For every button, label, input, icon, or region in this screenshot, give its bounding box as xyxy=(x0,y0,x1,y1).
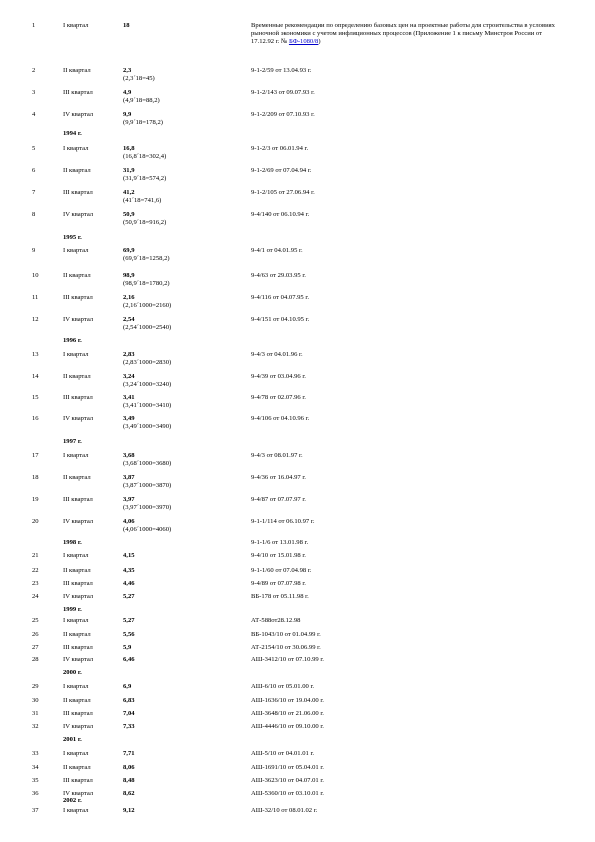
quarter-label: II квартал xyxy=(63,67,91,74)
coefficient-cell xyxy=(123,351,171,367)
coefficient-calculation: (31,9´18=574,2) xyxy=(123,175,167,182)
row-number: 30 xyxy=(32,697,39,704)
quarter-label: I квартал xyxy=(63,452,89,459)
coefficient-value: 7,33 xyxy=(123,723,135,730)
document-link[interactable]: БФ-1080/8 xyxy=(288,38,319,45)
coefficient-value: 3,49 xyxy=(123,415,135,422)
coefficient-value: 3,97 xyxy=(123,496,135,503)
coefficient-cell xyxy=(123,316,171,332)
letter-reference: 9-4/36 от 16.04.97 г. xyxy=(251,474,306,481)
letter-reference: 9-4/87 от 07.07.97 г. xyxy=(251,496,306,503)
letter-reference: 9-4/151 от 04.10.95 г. xyxy=(251,316,310,323)
row-number: 17 xyxy=(32,452,39,459)
quarter-label: I квартал xyxy=(63,750,89,757)
letter-reference: 9-1-1/6 от 13.01.98 г. xyxy=(251,539,309,546)
coefficient-value: 2,16 xyxy=(123,294,135,301)
coefficient-value: 31,9 xyxy=(123,167,135,174)
coefficient-cell xyxy=(123,452,171,468)
row-number: 20 xyxy=(32,518,39,525)
coefficient-calculation: (2,3´18=45) xyxy=(123,75,155,82)
coefficient-calculation: (3,87´1000=3870) xyxy=(123,482,172,489)
coefficient-value: 8,06 xyxy=(123,764,135,771)
quarter-label: IV квартал xyxy=(63,656,94,663)
quarter-label: I квартал xyxy=(63,351,89,358)
quarter-label: IV квартал xyxy=(63,211,94,218)
year-heading: 1996 г. xyxy=(63,337,82,344)
row-number: 2 xyxy=(32,67,36,74)
coefficient-value: 4,35 xyxy=(123,567,135,574)
coefficient-value: 2,54 xyxy=(123,316,135,323)
coefficient-cell xyxy=(123,656,135,664)
row-number: 29 xyxy=(32,683,39,690)
coefficient-cell xyxy=(123,697,135,705)
row-number: 10 xyxy=(32,272,39,279)
quarter-label: IV квартал xyxy=(63,316,94,323)
coefficient-value: 50,9 xyxy=(123,211,135,218)
letter-reference: 9-4/140 от 06.10.94 г. xyxy=(251,211,310,218)
coefficient-calculation: (4,9´18=88,2) xyxy=(123,97,160,104)
letter-reference: 9-4/3 от 04.01.96 г. xyxy=(251,351,303,358)
coefficient-cell xyxy=(123,167,166,183)
coefficient-calculation: (16,8´18=302,4) xyxy=(123,153,167,160)
letter-reference: ВБ-1043/10 от 01.04.99 г. xyxy=(251,631,321,638)
coefficient-calculation: (3,41´1000=3410) xyxy=(123,402,172,409)
coefficient-value: 5,27 xyxy=(123,593,135,600)
row-number: 26 xyxy=(32,631,39,638)
coefficient-cell xyxy=(123,415,171,431)
row-number: 5 xyxy=(32,145,36,152)
letter-reference: АШ-6/10 от 05.01.00 г. xyxy=(251,683,315,690)
coefficient-value: 4,9 xyxy=(123,89,132,96)
quarter-label: I квартал xyxy=(63,807,89,814)
coefficient-cell xyxy=(123,89,160,105)
coefficient-value: 6,9 xyxy=(123,683,132,690)
letter-reference: АШ-3648/10 от 21.06.00 г. xyxy=(251,710,324,717)
row-number: 11 xyxy=(32,294,39,301)
coefficient-value: 98,9 xyxy=(123,272,135,279)
quarter-label: II квартал xyxy=(63,697,91,704)
coefficient-value: 2,83 xyxy=(123,351,135,358)
coefficient-value: 4,46 xyxy=(123,580,135,587)
coefficient-cell xyxy=(123,189,161,205)
quarter-label: II квартал xyxy=(63,764,91,771)
coefficient-calculation: (2,16´1000=2160) xyxy=(123,302,172,309)
coefficient-cell xyxy=(123,111,163,127)
coefficient-cell xyxy=(123,764,135,772)
coefficient-cell xyxy=(123,496,171,512)
letter-reference: АШ-5/10 от 04.01.01 г. xyxy=(251,750,315,757)
quarter-label: II квартал xyxy=(63,474,91,481)
coefficient-value: 3,87 xyxy=(123,474,135,481)
row-number: 13 xyxy=(32,351,39,358)
letter-reference: АТ-2154/10 от 30.06.99 г. xyxy=(251,644,321,651)
intro-reference-tail: ) xyxy=(318,38,321,45)
coefficient-calculation: (3,68´1000=3680) xyxy=(123,460,172,467)
year-heading: 1995 г. xyxy=(63,234,82,241)
coefficient-value: 9,9 xyxy=(123,111,132,118)
row-number: 21 xyxy=(32,552,39,559)
letter-reference: 9-4/10 от 15.01.98 г. xyxy=(251,552,306,559)
row-number: 9 xyxy=(32,247,36,254)
coefficient-cell xyxy=(123,211,166,227)
quarter-label: III квартал xyxy=(63,294,93,301)
letter-reference: 9-4/63 от 29.03.95 г. xyxy=(251,272,306,279)
coefficient-cell xyxy=(123,617,135,625)
row-number: 1 xyxy=(32,22,36,29)
letter-reference: АШ-5360/10 от 03.10.01 г. xyxy=(251,790,324,797)
row-number: 3 xyxy=(32,89,36,96)
letter-reference: ВБ-178 от 05.11.98 г. xyxy=(251,593,309,600)
quarter-label: IV квартал xyxy=(63,723,94,730)
coefficient-calculation: (3,24´1000=3240) xyxy=(123,381,172,388)
year-heading: 1994 г. xyxy=(63,130,82,137)
coefficient-calculation: (2,83´1000=2830) xyxy=(123,359,172,366)
letter-reference: 9-4/116 от 04.07.95 г. xyxy=(251,294,309,301)
quarter-label: I квартал xyxy=(63,683,89,690)
coefficient-cell xyxy=(123,790,135,798)
letter-reference: АТ-588от28.12.98 xyxy=(251,617,301,624)
coefficient-calculation: (50,9´18=916,2) xyxy=(123,219,167,226)
coefficient-cell xyxy=(123,593,135,601)
coefficient-value: 6,46 xyxy=(123,656,135,663)
coefficient-value: 5,56 xyxy=(123,631,135,638)
coefficient-value: 8,62 xyxy=(123,790,135,797)
row-number: 37 xyxy=(32,807,39,814)
row-number: 6 xyxy=(32,167,36,174)
letter-reference: 9-1-1/114 от 06.10.97 г. xyxy=(251,518,315,525)
letter-reference: 9-1-2/143 от 09.07.93 г. xyxy=(251,89,315,96)
letter-reference: 9-4/78 от 02.07.96 г. xyxy=(251,394,306,401)
coefficient-cell xyxy=(123,294,171,310)
quarter-label: I квартал xyxy=(63,22,89,29)
coefficient-cell xyxy=(123,807,135,815)
row-number: 28 xyxy=(32,656,39,663)
row-number: 22 xyxy=(32,567,39,574)
coefficient-cell xyxy=(123,272,170,288)
row-number: 36 xyxy=(32,790,39,797)
quarter-label: IV квартал xyxy=(63,790,94,797)
coefficient-cell xyxy=(123,580,135,588)
row-number: 33 xyxy=(32,750,39,757)
coefficient-cell xyxy=(123,145,166,161)
intro-reference-text: Временные рекомендации по определению базовых цен на проектные работы для строительства в условиях рыночной экономики с учетом инфляционных процессов (Приложение 1 к письму Минстроя России от 17.12.92 г. № xyxy=(251,22,555,45)
row-number: 12 xyxy=(32,316,39,323)
quarter-label: III квартал xyxy=(63,777,93,784)
coefficient-value: 8,48 xyxy=(123,777,135,784)
quarter-label: IV квартал xyxy=(63,518,94,525)
year-heading: 1997 г. xyxy=(63,438,82,445)
year-heading: 1999 г. xyxy=(63,606,82,613)
quarter-label: III квартал xyxy=(63,89,93,96)
quarter-label: IV квартал xyxy=(63,111,94,118)
quarter-label: III квартал xyxy=(63,189,93,196)
row-number: 19 xyxy=(32,496,39,503)
coefficient-value: 16,8 xyxy=(123,145,135,152)
coefficient-cell xyxy=(123,683,131,691)
coefficient-value: 2,3 xyxy=(123,67,132,74)
row-number: 27 xyxy=(32,644,39,651)
coefficient-calculation: (4,06´1000=4060) xyxy=(123,526,172,533)
row-number: 25 xyxy=(32,617,39,624)
year-heading: 2001 г. xyxy=(63,736,82,743)
letter-reference: 9-4/1 от 04.01.95 г. xyxy=(251,247,303,254)
letter-reference: 9-4/3 от 08.01.97 г. xyxy=(251,452,303,459)
letter-reference: АШ-1636/10 от 19.04.00 г. xyxy=(251,697,324,704)
coefficient-value: 5,27 xyxy=(123,617,135,624)
coefficient-calculation: (69,9´18=1258,2) xyxy=(123,255,170,262)
quarter-label: I квартал xyxy=(63,552,89,559)
letter-reference: 9-1-2/3 от 06.01.94 г. xyxy=(251,145,309,152)
coefficient-value: 69,9 xyxy=(123,247,135,254)
coefficient-calculation: (2,54´1000=2540) xyxy=(123,324,172,331)
letter-reference: 9-4/89 от 07.07.98 г. xyxy=(251,580,306,587)
quarter-label: I квартал xyxy=(63,247,89,254)
letter-reference: 9-4/39 от 03.04.96 г. xyxy=(251,373,306,380)
row-number: 14 xyxy=(32,373,39,380)
intro-reference xyxy=(251,22,563,46)
coefficient-cell xyxy=(123,631,135,639)
year-heading: 2000 г. xyxy=(63,669,82,676)
row-number: 34 xyxy=(32,764,39,771)
coefficient-cell xyxy=(123,710,135,718)
coefficient-value: 4,06 xyxy=(123,518,135,525)
coefficient-calculation: (3,97´1000=3970) xyxy=(123,504,172,511)
row-number: 23 xyxy=(32,580,39,587)
quarter-label: II квартал xyxy=(63,567,91,574)
letter-reference: 9-4/106 от 04.10.96 г. xyxy=(251,415,310,422)
coefficient-value: 3,41 xyxy=(123,394,135,401)
row-number: 31 xyxy=(32,710,39,717)
coefficient-cell xyxy=(123,644,131,652)
coefficient-value: 5,9 xyxy=(123,644,132,651)
coefficient-value: 3,68 xyxy=(123,452,135,459)
row-number: 24 xyxy=(32,593,39,600)
quarter-label: III квартал xyxy=(63,644,93,651)
letter-reference: 9-1-1/60 от 07.04.98 г. xyxy=(251,567,312,574)
quarter-label: II квартал xyxy=(63,631,91,638)
coefficient-calculation: (98,9´18=1780,2) xyxy=(123,280,170,287)
coefficient-value: 9,12 xyxy=(123,807,135,814)
quarter-label: III квартал xyxy=(63,580,93,587)
year-heading: 2002 г. xyxy=(63,797,82,804)
coefficient-value: 6,83 xyxy=(123,697,135,704)
row-number: 15 xyxy=(32,394,39,401)
coefficient-value: 7,71 xyxy=(123,750,135,757)
quarter-label: II квартал xyxy=(63,167,91,174)
coefficient-cell xyxy=(123,567,135,575)
row-number: 4 xyxy=(32,111,36,118)
coefficient-cell xyxy=(123,552,135,560)
row-number: 16 xyxy=(32,415,39,422)
coefficient-cell xyxy=(123,67,155,83)
coefficient-cell xyxy=(123,518,171,534)
row-number: 18 xyxy=(32,474,39,481)
row-number: 8 xyxy=(32,211,36,218)
coefficient-cell xyxy=(123,750,135,758)
coefficient-cell xyxy=(123,777,135,785)
quarter-label: III квартал xyxy=(63,710,93,717)
row-number: 7 xyxy=(32,189,36,196)
quarter-label: III квартал xyxy=(63,496,93,503)
quarter-label: IV квартал xyxy=(63,593,94,600)
year-heading: 1998 г. xyxy=(63,539,82,546)
coefficient-cell xyxy=(123,373,171,389)
quarter-label: II квартал xyxy=(63,272,91,279)
letter-reference: АШ-4446/10 от 09.10.00 г. xyxy=(251,723,324,730)
coefficient-calculation: (3,49´1000=3490) xyxy=(123,423,172,430)
letter-reference: 9-1-2/209 от 07.10.93 г. xyxy=(251,111,315,118)
coefficient-cell xyxy=(123,474,171,490)
letter-reference: АШ-32/10 от 08.01.02 г. xyxy=(251,807,318,814)
coefficient-value: 4,15 xyxy=(123,552,135,559)
coefficient-calculation: (41´18=741,6) xyxy=(123,197,162,204)
quarter-label: IV квартал xyxy=(63,415,94,422)
quarter-label: I квартал xyxy=(63,145,89,152)
letter-reference: 9-1-2/59 от 13.04.93 г. xyxy=(251,67,312,74)
letter-reference: АШ-1691/10 от 05.04.01 г. xyxy=(251,764,324,771)
coefficient-value: 7,04 xyxy=(123,710,135,717)
coefficient-calculation: (9,9´18=178,2) xyxy=(123,119,163,126)
quarter-label: I квартал xyxy=(63,617,89,624)
coefficient-value: 18 xyxy=(123,22,130,29)
quarter-label: II квартал xyxy=(63,373,91,380)
quarter-label: III квартал xyxy=(63,394,93,401)
letter-reference: 9-1-2/69 от 07.04.94 г. xyxy=(251,167,312,174)
coefficient-cell xyxy=(123,723,135,731)
letter-reference: АШ-3623/10 от 04.07.01 г. xyxy=(251,777,324,784)
row-number: 32 xyxy=(32,723,39,730)
coefficient-cell xyxy=(123,394,171,410)
letter-reference: 9-1-2/105 от 27.06.94 г. xyxy=(251,189,315,196)
coefficient-cell xyxy=(123,247,170,263)
row-number: 35 xyxy=(32,777,39,784)
coefficient-value: 3,24 xyxy=(123,373,135,380)
letter-reference: АШ-3412/10 от 07.10.99 г. xyxy=(251,656,324,663)
coefficient-value: 41,2 xyxy=(123,189,135,196)
